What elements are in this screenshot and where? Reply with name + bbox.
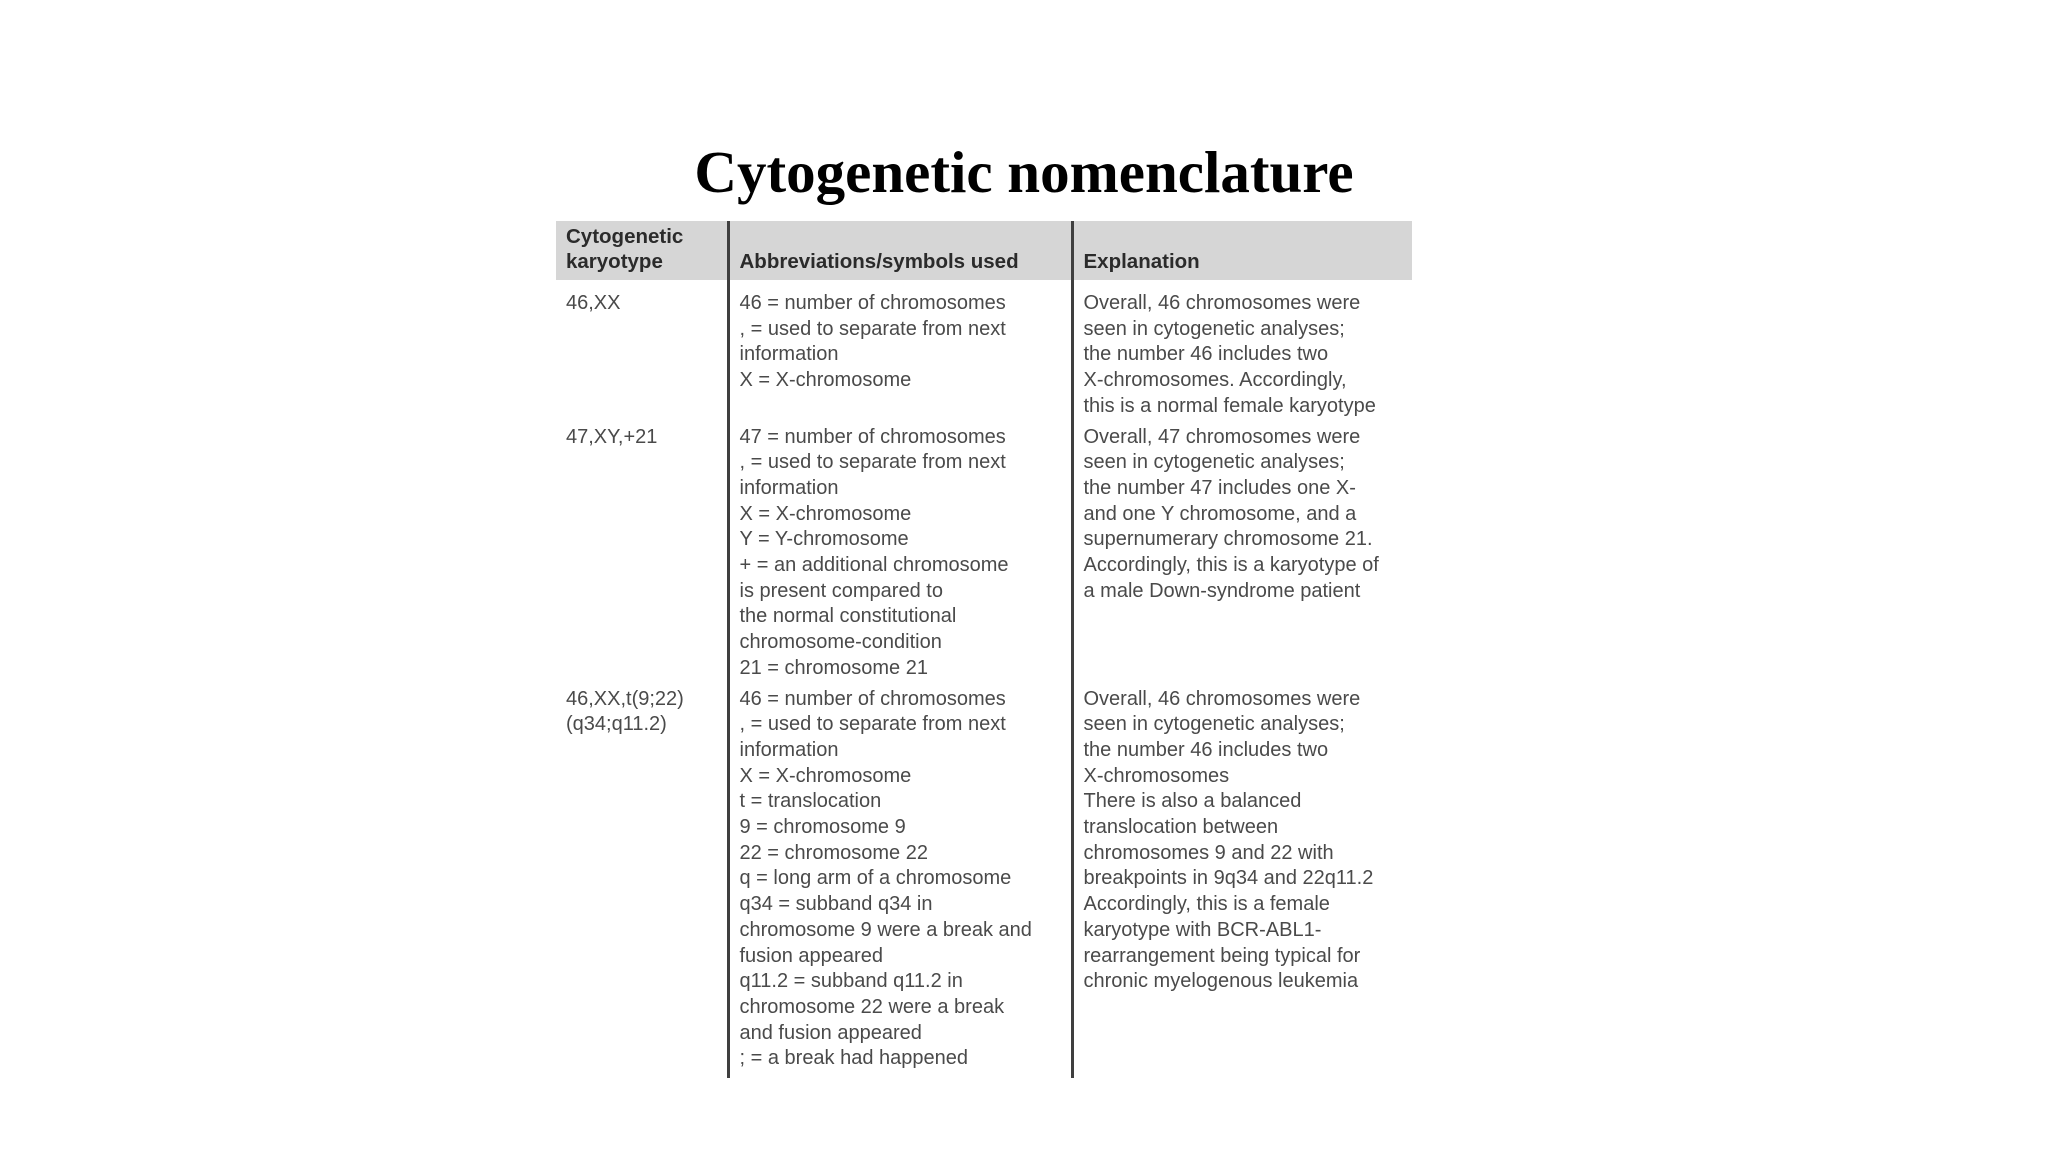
explanation-line: chromosomes 9 and 22 with — [1083, 841, 1334, 864]
nomenclature-table-container — [556, 221, 1412, 1078]
header-row — [556, 221, 1412, 280]
abbreviations-cell — [728, 280, 1072, 425]
explanation-line: seen in cytogenetic analyses; — [1083, 713, 1345, 736]
abbreviations-line: the normal constitutional — [739, 605, 957, 628]
explanation-line: Accordingly, this is a female — [1083, 893, 1330, 916]
header-karyotype — [556, 221, 728, 280]
abbreviations-line: information — [739, 343, 839, 366]
karyotype-line: 46,XX,t(9;22) — [566, 687, 684, 710]
abbreviations-line: 22 = chromosome 22 — [739, 841, 928, 864]
abbreviations-cell — [728, 425, 1072, 687]
explanation-line: breakpoints in 9q34 and 22q11.2 — [1083, 867, 1374, 890]
abbreviations-line: Y = Y-chromosome — [739, 528, 909, 551]
explanation-line: a male Down-syndrome patient — [1083, 579, 1361, 602]
explanation-line: and one Y chromosome, and a — [1083, 502, 1357, 525]
explanation-line: this is a normal female karyotype — [1083, 394, 1376, 417]
table-row — [556, 687, 1412, 1079]
explanation-line: chronic myelogenous leukemia — [1083, 970, 1359, 993]
explanation-cell — [1072, 425, 1412, 687]
abbreviations-line: , = used to separate from next — [739, 317, 1006, 340]
explanation-line: X-chromosomes — [1083, 764, 1230, 787]
table-header — [556, 221, 1412, 280]
explanation-line: the number 47 includes one X- — [1083, 476, 1356, 499]
karyotype-line: (q34;q11.2) — [566, 713, 667, 736]
header-karyotype-label: Cytogenetic karyotype — [566, 225, 684, 273]
karyotype-cell — [556, 425, 728, 687]
abbreviations-line: ; = a break had happened — [739, 1047, 969, 1070]
abbreviations-line: information — [739, 476, 839, 499]
abbreviations-line: 46 = number of chromosomes — [739, 292, 1006, 314]
abbreviations-line: t = translocation — [739, 790, 882, 813]
abbreviations-line: q11.2 = subband q11.2 in — [739, 970, 963, 993]
explanation-line: rearrangement being typical for — [1083, 944, 1361, 967]
explanation-line: translocation between — [1083, 816, 1279, 839]
explanation-line: supernumerary chromosome 21. — [1083, 528, 1373, 551]
abbreviations-line: 46 = number of chromosomes — [739, 687, 1006, 710]
abbreviations-line: X = X-chromosome — [739, 369, 912, 392]
abbreviations-line: chromosome 22 were a break — [739, 995, 1005, 1018]
table-body — [556, 280, 1412, 1078]
explanation-line: Accordingly, this is a karyotype of — [1083, 554, 1379, 577]
explanation-line: There is also a balanced — [1083, 790, 1302, 813]
table-row — [556, 425, 1412, 687]
karyotype-line: 46,XX — [566, 292, 621, 314]
table-row — [556, 280, 1412, 425]
abbreviations-line: 47 = number of chromosomes — [739, 425, 1006, 448]
abbreviations-line: is present compared to — [739, 579, 943, 602]
abbreviations-line: fusion appeared — [739, 944, 883, 967]
explanation-line: X-chromosomes. Accordingly, — [1083, 369, 1347, 392]
header-explanation: Explanation — [1072, 221, 1412, 280]
explanation-cell — [1072, 280, 1412, 425]
explanation-line: seen in cytogenetic analyses; — [1083, 317, 1345, 340]
karyotype-cell — [556, 687, 728, 1079]
abbreviations-line: q = long arm of a chromosome — [739, 867, 1012, 890]
slide-title: Cytogenetic nomenclature — [694, 139, 1354, 205]
abbreviations-line: and fusion appeared — [739, 1021, 922, 1044]
explanation-line: Overall, 46 chromosomes were — [1083, 687, 1361, 710]
abbreviations-line: X = X-chromosome — [739, 764, 912, 787]
karyotype-cell — [556, 280, 728, 425]
abbreviations-line: , = used to separate from next — [739, 451, 1006, 474]
abbreviations-line: information — [739, 738, 839, 761]
explanation-line: seen in cytogenetic analyses; — [1083, 451, 1345, 474]
explanation-line: the number 46 includes two — [1083, 738, 1329, 761]
explanation-line: the number 46 includes two — [1083, 343, 1329, 366]
abbreviations-line: , = used to separate from next — [739, 713, 1006, 736]
explanation-line: Overall, 47 chromosomes were — [1083, 425, 1361, 448]
explanation-cell — [1072, 687, 1412, 1079]
header-abbreviations: Abbreviations/symbols used — [728, 221, 1072, 280]
karyotype-line: 47,XY,+21 — [566, 425, 658, 448]
abbreviations-line: chromosome-condition — [739, 631, 942, 654]
abbreviations-line: + = an additional chromosome — [739, 554, 1009, 577]
abbreviations-line: X = X-chromosome — [739, 502, 912, 525]
explanation-line: Overall, 46 chromosomes were — [1083, 292, 1361, 314]
abbreviations-cell — [728, 687, 1072, 1079]
nomenclature-table — [556, 221, 1412, 1078]
abbreviations-line: 21 = chromosome 21 — [739, 656, 928, 679]
explanation-line: karyotype with BCR-ABL1- — [1083, 918, 1322, 941]
abbreviations-line: q34 = subband q34 in — [739, 893, 933, 916]
abbreviations-line: chromosome 9 were a break and — [739, 918, 1032, 941]
abbreviations-line: 9 = chromosome 9 — [739, 816, 906, 839]
